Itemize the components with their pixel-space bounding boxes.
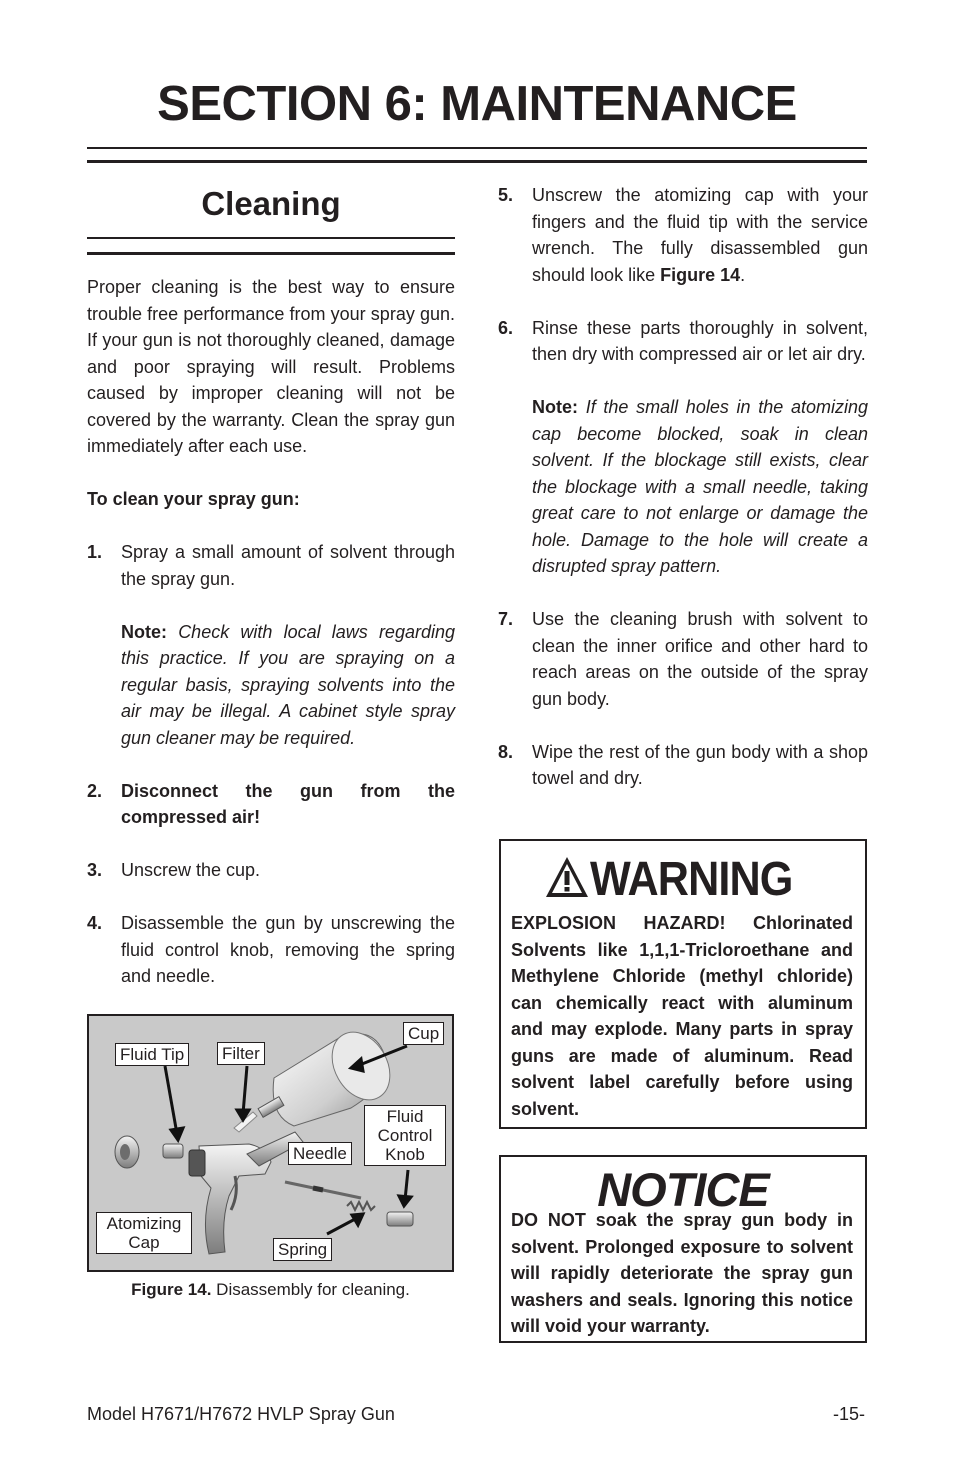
procedure-heading: To clean your spray gun:	[87, 489, 300, 509]
step-text: Use the cleaning brush with solvent to clean the inner orifice and other hard to reach areas on the outside of the spray gun body.	[532, 609, 868, 709]
callout-filter: Filter	[217, 1042, 265, 1065]
step-number: 3.	[87, 860, 103, 880]
figure-caption: Figure 14. Disassembly for cleaning.	[131, 1280, 410, 1299]
step-text: Unscrew the cup.	[121, 860, 261, 880]
right-column	[498, 182, 868, 792]
figure-14-photo	[87, 1014, 454, 1272]
intro-paragraph: Proper cleaning is the best way to ensure trouble free performance from your spray gun. If your gun is not thoroughly cleaned, damage and poor spraying will result. Problems caused by improper cleaning will not be covered by the warranty. Clean the spray gun immediately after each use.	[87, 277, 455, 456]
note-text: Check with local laws regarding this practice. If you are spraying on a regular basis, spraying solvents into the air may be illegal. A cabinet style spray gun cleaner may be required.	[121, 621, 455, 748]
note-label: Note:	[121, 621, 167, 642]
cleaning-heading: Cleaning	[201, 185, 341, 222]
step-text: Wipe the rest of the gun body with a shop towel and dry.	[532, 741, 868, 788]
step-5	[498, 182, 868, 288]
fluid-control-knob-part	[387, 1212, 413, 1226]
step-text: Rinse these parts thoroughly in solvent, then dry with compressed air or let air dry.	[532, 317, 868, 364]
title-rule-bottom	[87, 160, 867, 163]
step-number: 6.	[498, 317, 514, 338]
step-1	[87, 539, 455, 592]
step-number: 8.	[498, 741, 514, 762]
callout-needle: Needle	[288, 1142, 352, 1165]
warning-header	[544, 855, 815, 905]
notice-box	[499, 1155, 867, 1343]
note-text: If the small holes in the atomizing cap become blocked, soak in clean solvent. If the blockage still exists, clear the blockage with a small needle, taking great care to not enlarge or damage the hole. Damage to the hole will create a disrupted spray pattern.	[532, 397, 868, 576]
atomizing-cap-part	[115, 1136, 139, 1168]
notice-heading: NOTICE	[597, 1163, 769, 1216]
callout-atomizing-cap: Atomizing Cap	[96, 1212, 192, 1254]
title-rule-top	[87, 147, 867, 149]
step-text: Disconnect the gun from the compressed air!	[121, 780, 455, 827]
step-3	[87, 857, 455, 884]
footer-model: Model H7671/H7672 HVLP Spray Gun	[87, 1404, 395, 1424]
warning-heading: WARNING	[590, 853, 793, 906]
callout-fluid-tip: Fluid Tip	[115, 1043, 189, 1066]
section-title: SECTION 6: MAINTENANCE	[157, 77, 797, 131]
step-2	[87, 778, 455, 831]
step-number: 7.	[498, 609, 514, 629]
warning-text: EXPLOSION HAZARD! Chlorinated Solvents like 1,1,1-Tricloroethane and Methylene Chloride (methyl chloride) can chemically react with aluminum and may explode. Many parts in spray guns are made of aluminum. Read solvent label carefully before using solvent.	[511, 913, 853, 1119]
callout-fluid-control-knob: Fluid Control Knob	[364, 1105, 446, 1166]
step-4	[87, 910, 455, 990]
needle-part	[285, 1182, 361, 1198]
step-number: 4.	[87, 913, 103, 933]
step-text: Spray a small amount of solvent through the spray gun.	[121, 542, 455, 589]
figure-reference: Figure 14	[660, 264, 741, 285]
step-number: 5.	[498, 185, 514, 205]
left-column	[87, 175, 455, 990]
callout-spring: Spring	[273, 1238, 332, 1261]
step-text: Disassemble the gun by unscrewing the fluid control knob, removing the spring and needle.	[121, 913, 455, 986]
step-number: 2.	[87, 780, 103, 801]
step-7	[498, 606, 868, 712]
notice-text: DO NOT soak the spray gun body in solvent. Prolonged exposure to solvent will rapidly deteriorate the spray gun washers and seals. Ignoring this notice will void your warranty.	[511, 1210, 853, 1336]
callout-cup: Cup	[403, 1022, 444, 1045]
spring-part	[347, 1202, 375, 1210]
cleaning-heading-rules	[87, 235, 455, 255]
step-1-note	[87, 619, 455, 752]
step-6-note	[498, 394, 868, 580]
warning-box	[499, 839, 867, 1129]
footer-page-number: -15-	[832, 1404, 865, 1424]
step-8	[498, 739, 868, 792]
warning-triangle-icon	[544, 855, 590, 899]
note-label: Note:	[532, 397, 578, 417]
step-6	[498, 315, 868, 368]
fluid-tip-part	[163, 1144, 183, 1158]
step-text: Unscrew the atomizing cap with your fingers and the fluid tip with the service wrench. The fully disassembled gun should look like Figure 14.	[532, 185, 868, 285]
step-number: 1.	[87, 542, 103, 562]
gun-body-part	[189, 1132, 303, 1254]
